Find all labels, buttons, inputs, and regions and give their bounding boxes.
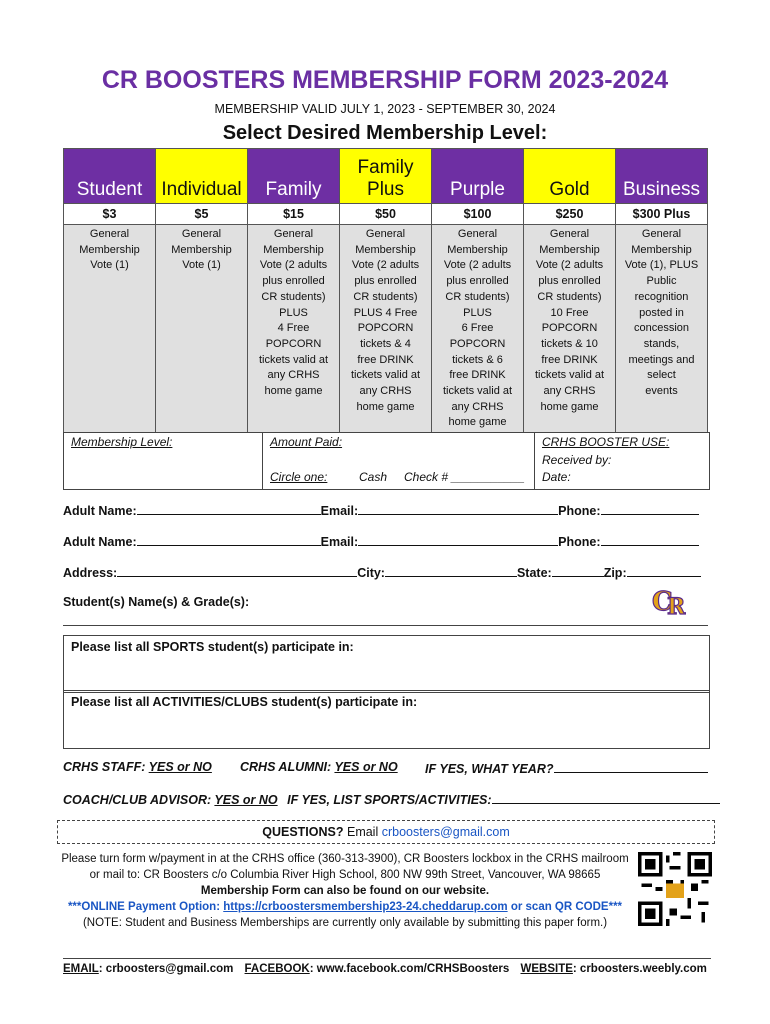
zip-field[interactable]: [627, 564, 701, 577]
instructions-note: (NOTE: Student and Business Memberships are currently only available by submitting this paper form.): [82, 917, 608, 929]
city-field[interactable]: [385, 564, 517, 577]
amount-paid-label[interactable]: Amount Paid:: [270, 435, 343, 449]
email-field[interactable]: [358, 533, 558, 546]
level-header-individual[interactable]: Individual: [156, 149, 248, 204]
questions-label: QUESTIONS?: [262, 825, 344, 839]
footer-facebook[interactable]: : www.facebook.com/CRHSBoosters: [309, 963, 510, 975]
state-field[interactable]: [552, 564, 604, 577]
level-header-family[interactable]: Family: [248, 149, 340, 204]
students-label: Student(s) Name(s) & Grade(s):: [63, 595, 250, 609]
membership-level-label: Membership Level:: [71, 435, 173, 449]
membership-levels-table: [63, 148, 708, 433]
alumni-label: CRHS ALUMNI:: [240, 760, 332, 774]
sports-box[interactable]: [63, 635, 710, 693]
level-price-purple: $100: [432, 204, 524, 225]
online-suffix: or scan QR CODE***: [510, 901, 623, 913]
online-prefix: ***ONLINE Payment Option:: [67, 901, 221, 913]
coach-row: [63, 791, 720, 807]
online-payment-link[interactable]: https://crboostersmembership23-24.cheddarup.com: [223, 901, 508, 913]
alumni-year-row: [425, 760, 708, 776]
cash-option[interactable]: Cash: [359, 470, 388, 484]
questions-banner: [57, 820, 715, 844]
select-heading: Select Desired Membership Level:: [222, 122, 548, 144]
level-price-student: $3: [64, 204, 156, 225]
level-price-family-plus: $50: [340, 204, 432, 225]
questions-email-link[interactable]: crboosters@gmail.com: [381, 825, 510, 839]
alumni-row: [240, 760, 398, 774]
qr-code-icon[interactable]: [638, 852, 712, 926]
level-description-business: General Membership Vote (1), PLUS Public recognition posted in concession stands, meetings and select events: [616, 225, 708, 433]
instructions-line-3: Membership Form can also be found on our website.: [200, 885, 490, 897]
level-price-family: $15: [248, 204, 340, 225]
email-label: Email:: [320, 504, 359, 518]
cr-logo: [650, 580, 690, 620]
staff-label: CRHS STAFF:: [63, 760, 146, 774]
alumni-year-label: IF YES, WHAT YEAR?: [425, 762, 554, 776]
adult-name-field[interactable]: [137, 533, 321, 546]
phone-field[interactable]: [601, 533, 699, 546]
level-description-purple: General Membership Vote (2 adults plus enrolled CR students) PLUS 6 Free POPCORN tickets & 6 free DRINK tickets valid at any CRHS home game: [432, 225, 524, 433]
phone-label: Phone:: [558, 535, 601, 549]
zip-label: Zip:: [603, 566, 627, 580]
divider: [534, 433, 535, 489]
footer-website-label: WEBSITE: [520, 963, 573, 975]
adult-name-label: Adult Name:: [63, 504, 137, 518]
svg-text:C: C: [652, 587, 673, 617]
footer-website[interactable]: : crboosters.weebly.com: [572, 963, 707, 975]
level-description-gold: General Membership Vote (2 adults plus enrolled CR students) 10 Free POPCORN tickets & 10 free DRINK tickets valid at any CRHS home game: [524, 225, 616, 433]
footer-facebook-label: FACEBOOK: [244, 963, 310, 975]
level-header-family-plus[interactable]: Family Plus: [340, 149, 432, 204]
staff-row: [63, 760, 212, 774]
date-label: Date:: [542, 470, 571, 484]
received-by-label: Received by:: [542, 453, 612, 467]
adult-name-row-2: [63, 533, 708, 549]
level-description-individual: General Membership Vote (1): [156, 225, 248, 433]
level-description-family: General Membership Vote (2 adults plus enrolled CR students) PLUS 4 Free POPCORN tickets valid at any CRHS home game: [248, 225, 340, 433]
sports-label: Please list all SPORTS student(s) participate in:: [71, 640, 354, 654]
check-option[interactable]: Check # ___________: [404, 470, 525, 484]
level-header-business[interactable]: Business: [616, 149, 708, 204]
level-price-business: $300 Plus: [616, 204, 708, 225]
coach-label: COACH/CLUB ADVISOR:: [63, 793, 212, 807]
footer-email-label: EMAIL: [63, 963, 99, 975]
level-header-gold[interactable]: Gold: [524, 149, 616, 204]
email-field[interactable]: [358, 502, 558, 515]
adult-name-row-1: [63, 502, 708, 518]
form-title: CR BOOSTERS MEMBERSHIP FORM 2023-2024: [101, 66, 669, 94]
coach-activities-field[interactable]: [492, 791, 720, 804]
address-row: [63, 564, 708, 580]
questions-email-prefix: Email: [346, 825, 379, 839]
activities-box[interactable]: [63, 690, 710, 749]
validity-subtitle: MEMBERSHIP VALID JULY 1, 2023 - SEPTEMBER 30, 2024: [214, 102, 556, 116]
adult-name-label: Adult Name:: [63, 535, 137, 549]
instructions-line-1: Please turn form w/payment in at the CRHS office (360-313-3900), CR Boosters lockbox in the CRHS mailroom: [61, 853, 629, 865]
phone-field[interactable]: [601, 502, 699, 515]
booster-use-label: CRHS BOOSTER USE:: [542, 435, 670, 449]
online-payment-line: [60, 899, 630, 915]
divider: [262, 433, 263, 489]
coach-option[interactable]: YES or NO: [214, 793, 278, 807]
alumni-option[interactable]: YES or NO: [334, 760, 398, 774]
payment-info-box: [63, 432, 710, 490]
state-label: State:: [516, 566, 552, 580]
address-label: Address:: [63, 566, 118, 580]
footer: [63, 958, 711, 975]
staff-option[interactable]: YES or NO: [148, 760, 212, 774]
footer-email[interactable]: : crboosters@gmail.com: [98, 963, 234, 975]
level-price-individual: $5: [156, 204, 248, 225]
level-header-student[interactable]: Student: [64, 149, 156, 204]
circle-one-label: Circle one:: [270, 470, 328, 484]
level-header-purple[interactable]: Purple: [432, 149, 524, 204]
address-field[interactable]: [117, 564, 357, 577]
phone-label: Phone:: [558, 504, 601, 518]
svg-text:R: R: [667, 594, 686, 620]
level-description-student: General Membership Vote (1): [64, 225, 156, 433]
adult-name-field[interactable]: [137, 502, 321, 515]
instructions-line-2: or mail to: CR Boosters c/o Columbia River High School, 800 NW 99th Street, Vancouver, WA 98665: [89, 869, 601, 881]
level-price-gold: $250: [524, 204, 616, 225]
city-label: City:: [357, 566, 385, 580]
coach-followup-label: IF YES, LIST SPORTS/ACTIVITIES:: [287, 793, 492, 807]
activities-label: Please list all ACTIVITIES/CLUBS student(s) participate in:: [71, 695, 418, 709]
alumni-year-field[interactable]: [554, 760, 708, 773]
email-label: Email:: [320, 535, 359, 549]
students-field[interactable]: [63, 625, 708, 626]
level-description-family-plus: General Membership Vote (2 adults plus enrolled CR students) PLUS 4 Free POPCORN tickets & 4 free DRINK tickets valid at any CRHS home game: [340, 225, 432, 433]
